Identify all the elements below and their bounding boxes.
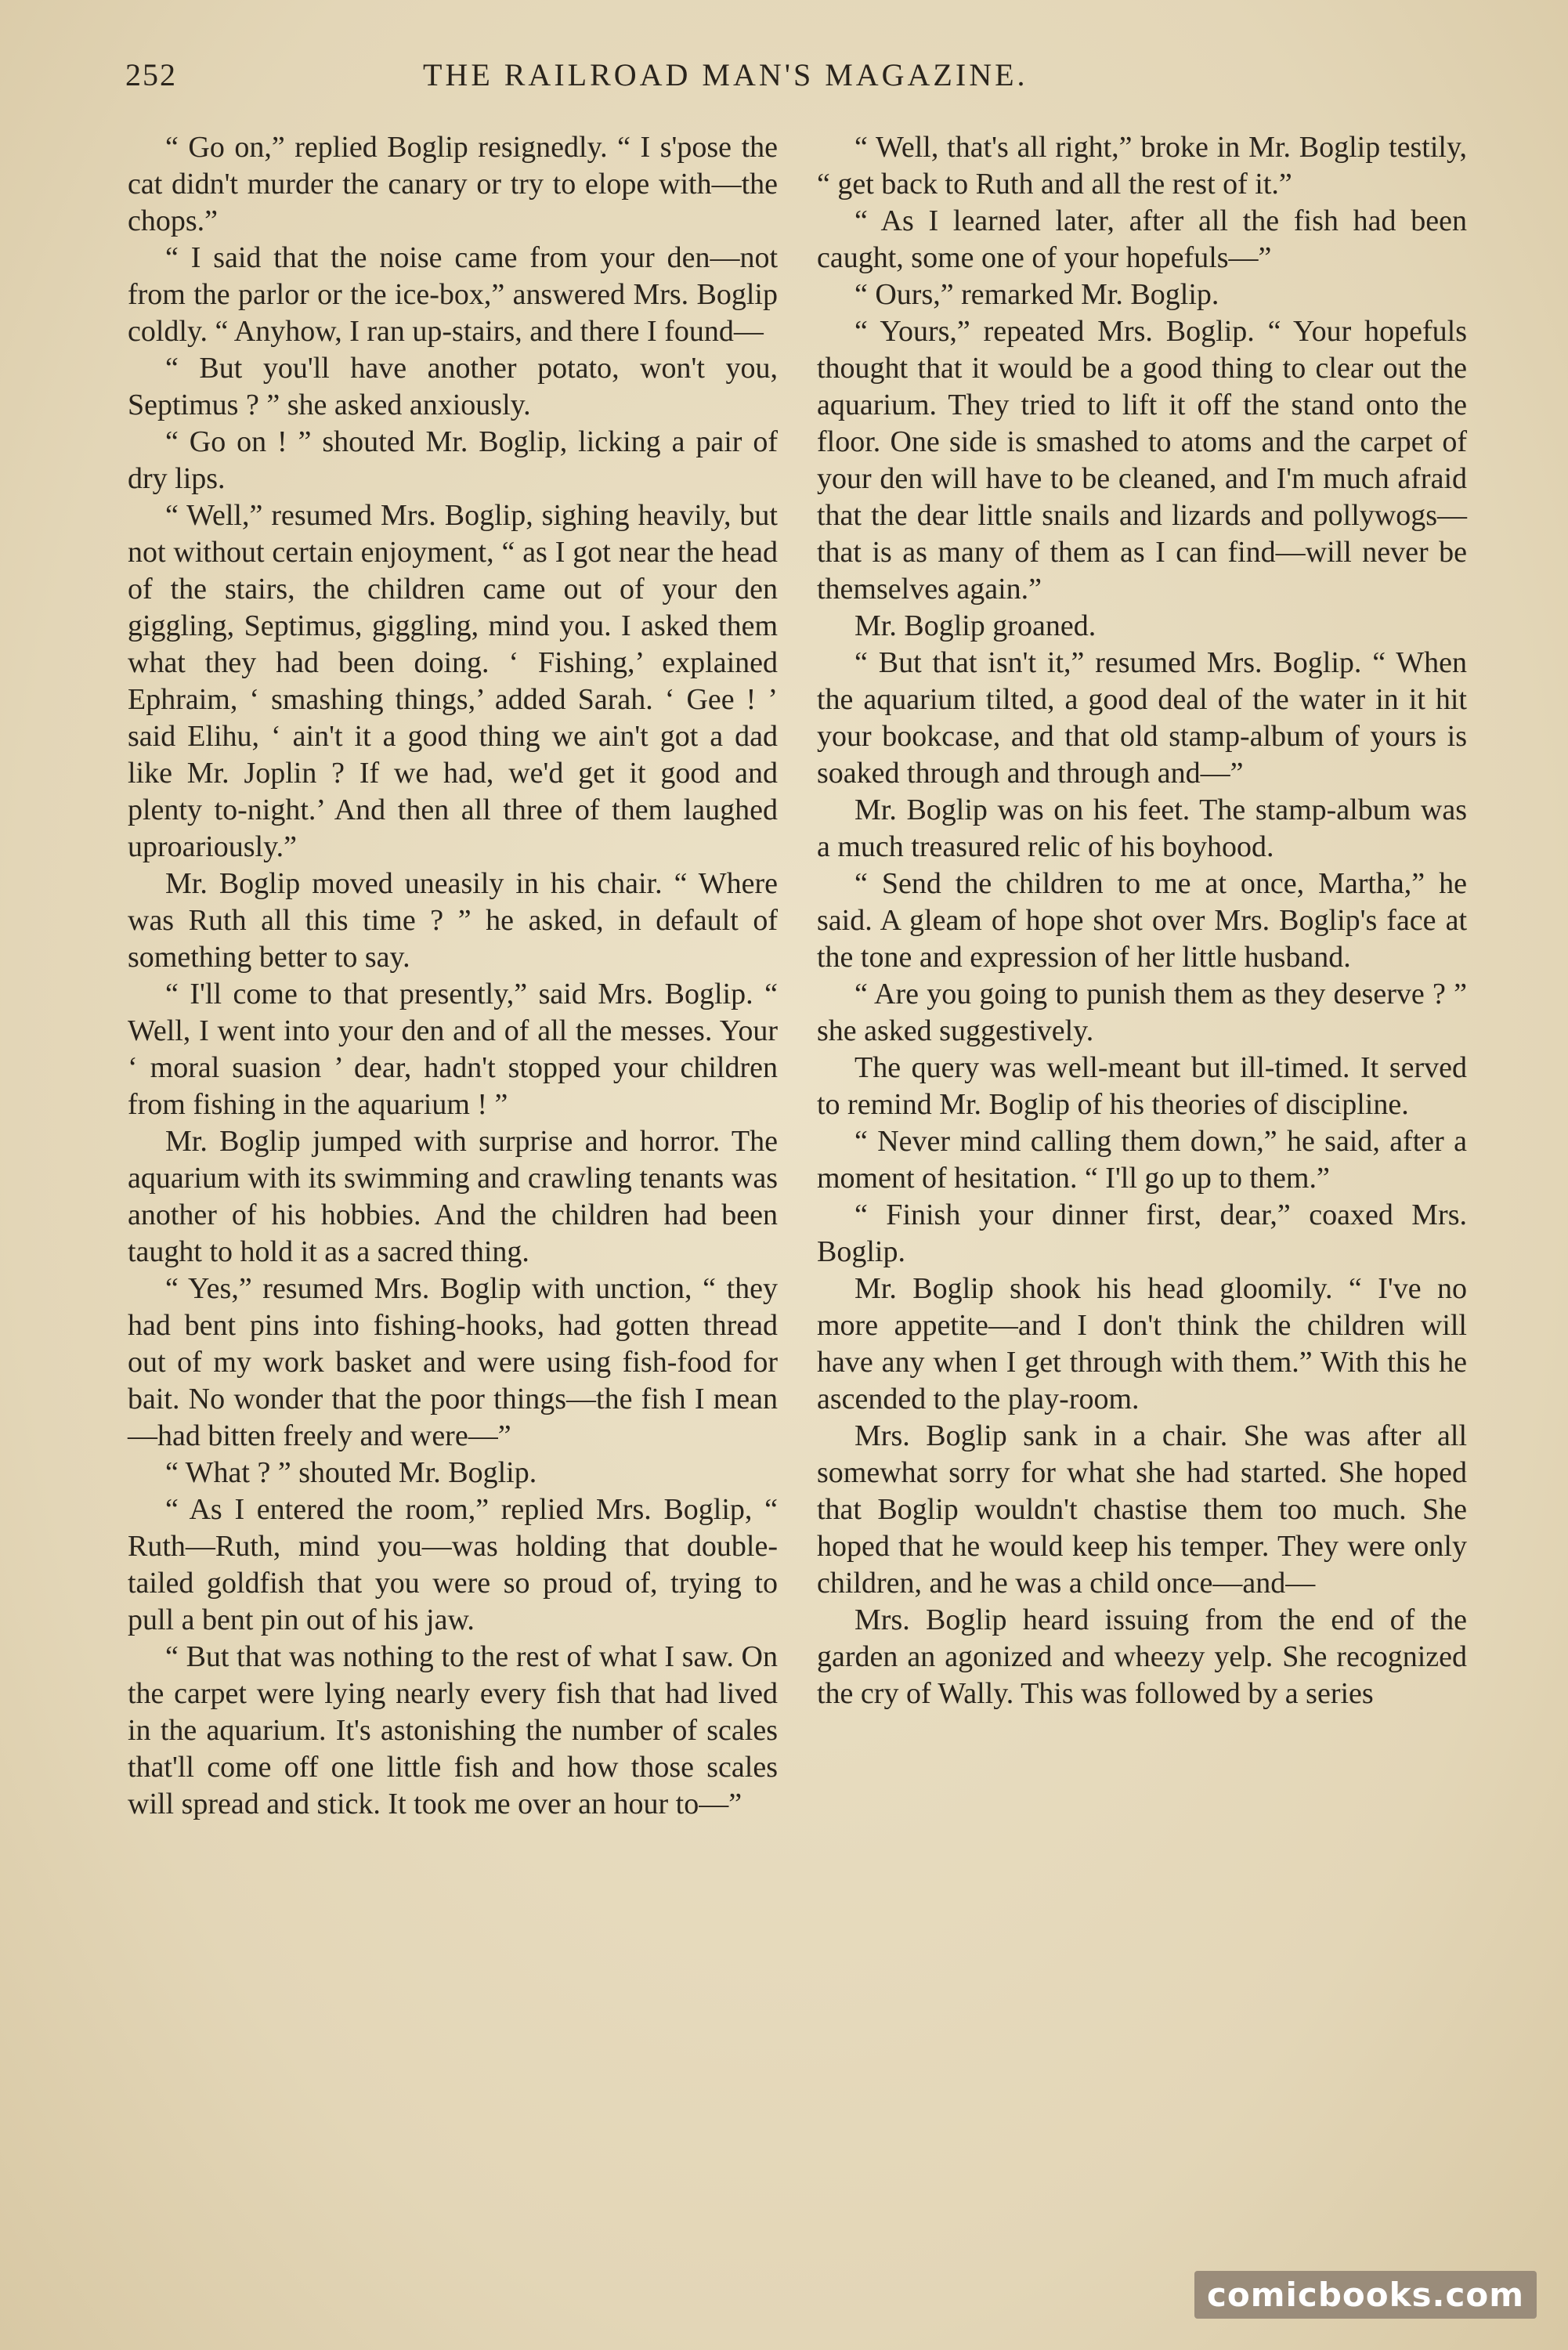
paragraph: Mr. Boglip jumped with surprise and horror. The aquarium with its swimming and crawling tenants was another of his hobbies. And the children had been taught to hold it as a sacred thing. bbox=[128, 1125, 778, 1268]
left-column bbox=[128, 129, 778, 1823]
paragraph: “ Go on ! ” shouted Mr. Boglip, licking a pair of dry lips. bbox=[128, 425, 778, 495]
paragraph: “ Well,” resumed Mrs. Boglip, sighing heavily, but not without certain enjoyment, “ as I got near the head of the stairs, the children came out of your den giggling, Septimus, giggling, mind you. I asked them what they had been doing. ‘ Fishing,’ explained Ephraim, ‘ smashing things,’ added Sarah. ‘ Gee ! ’ said Elihu, ‘ ain't it a good thing we ain't got a dad like Mr. Joplin ? If we had, we'd get it good and plenty to-night.’ And then all three of them laughed uproariously.” bbox=[128, 499, 778, 863]
watermark-logo: comicbooks.com bbox=[1194, 2271, 1537, 2319]
paragraph: “ Are you going to punish them as they deserve ? ” she asked suggestively. bbox=[817, 978, 1467, 1047]
paragraph: “ I'll come to that presently,” said Mrs. Boglip. “ Well, I went into your den and of all the messes. Your ‘ moral suasion ’ dear, hadn't stopped your children from fishing in the aquarium ! ” bbox=[128, 978, 778, 1121]
paragraph: “ Finish your dinner first, dear,” coaxed Mrs. Boglip. bbox=[817, 1198, 1467, 1268]
paragraph: “ I said that the noise came from your den—not from the parlor or the ice-box,” answered Mrs. Boglip coldly. “ Anyhow, I ran up-stairs, and there I found— bbox=[128, 241, 778, 348]
paragraph: “ Yours,” repeated Mrs. Boglip. “ Your hopefuls thought that it would be a good thing to clear out the aquarium. They tried to lift it off the stand onto the floor. One side is smashed to atoms and the carpet of your den will have to be cleaned, and I'm much afraid that the dear little snails and lizards and pollywogs—that is as many of them as I can find—will never be themselves again.” bbox=[817, 315, 1467, 606]
paragraph: “ As I learned later, after all the fish had been caught, some one of your hopefuls—” bbox=[817, 204, 1467, 274]
paragraph: Mrs. Boglip sank in a chair. She was after all somewhat sorry for what she had started. She hoped that Boglip wouldn't chastise them too much. She hoped that he would keep his temper. They were only children, and he was a child once—and— bbox=[817, 1419, 1467, 1600]
paragraph: “ But that isn't it,” resumed Mrs. Boglip. “ When the aquarium tilted, a good deal of the water in it hit your bookcase, and that old stamp-album of yours is soaked through and through and—” bbox=[817, 646, 1467, 790]
paragraph: Mr. Boglip was on his feet. The stamp-album was a much treasured relic of his boyhood. bbox=[817, 794, 1467, 863]
paragraph: “ Never mind calling them down,” he said, after a moment of hesitation. “ I'll go up to them.” bbox=[817, 1125, 1467, 1195]
page-number: 252 bbox=[125, 57, 177, 92]
paragraph: “ Yes,” resumed Mrs. Boglip with unction, “ they had bent pins into fishing-hooks, had gotten thread out of my work basket and were using fish-food for bait. No wonder that the poor things—the fish I mean—had bitten freely and were—” bbox=[128, 1272, 778, 1452]
paragraph: Mr. Boglip shook his head gloomily. “ I've no more appetite—and I don't think the children will have any when I get through with them.” With this he ascended to the play-room. bbox=[817, 1272, 1467, 1415]
paragraph: The query was well-meant but ill-timed. It served to remind Mr. Boglip of his theories of discipline. bbox=[817, 1051, 1467, 1121]
paragraph: “ Go on,” replied Boglip resignedly. “ I s'pose the cat didn't murder the canary or try to elope with—the chops.” bbox=[128, 131, 778, 237]
paragraph: Mr. Boglip moved uneasily in his chair. “ Where was Ruth all this time ? ” he asked, in default of something better to say. bbox=[128, 867, 778, 974]
paragraph: “ Ours,” remarked Mr. Boglip. bbox=[854, 278, 1219, 311]
page-header bbox=[125, 56, 1472, 103]
running-title: THE RAILROAD MAN'S MAGAZINE. bbox=[423, 57, 1028, 92]
paragraph: “ What ? ” shouted Mr. Boglip. bbox=[165, 1456, 537, 1489]
paragraph: Mr. Boglip groaned. bbox=[854, 609, 1097, 642]
paragraph: “ Send the children to me at once, Martha,” he said. A gleam of hope shot over Mrs. Boglip's face at the tone and expression of her little husband. bbox=[817, 867, 1467, 974]
paragraph: “ As I entered the room,” replied Mrs. Boglip, “ Ruth—Ruth, mind you—was holding that double-tailed goldfish that you were so proud of, trying to pull a bent pin out of his jaw. bbox=[128, 1493, 778, 1636]
paragraph: Mrs. Boglip heard issuing from the end of the garden an agonized and wheezy yelp. She recognized the cry of Wally. This was followed by a series bbox=[817, 1603, 1467, 1710]
paragraph: “ But that was nothing to the rest of what I saw. On the carpet were lying nearly every fish that had lived in the aquarium. It's astonishing the number of scales that'll come off one little fish and how those scales will spread and stick. It took me over an hour to—” bbox=[128, 1640, 778, 1820]
paragraph: “ But you'll have another potato, won't you, Septimus ? ” she asked anxiously. bbox=[128, 352, 778, 421]
paragraph: “ Well, that's all right,” broke in Mr. Boglip testily, “ get back to Ruth and all the rest of it.” bbox=[817, 131, 1467, 201]
right-column bbox=[817, 129, 1467, 1712]
